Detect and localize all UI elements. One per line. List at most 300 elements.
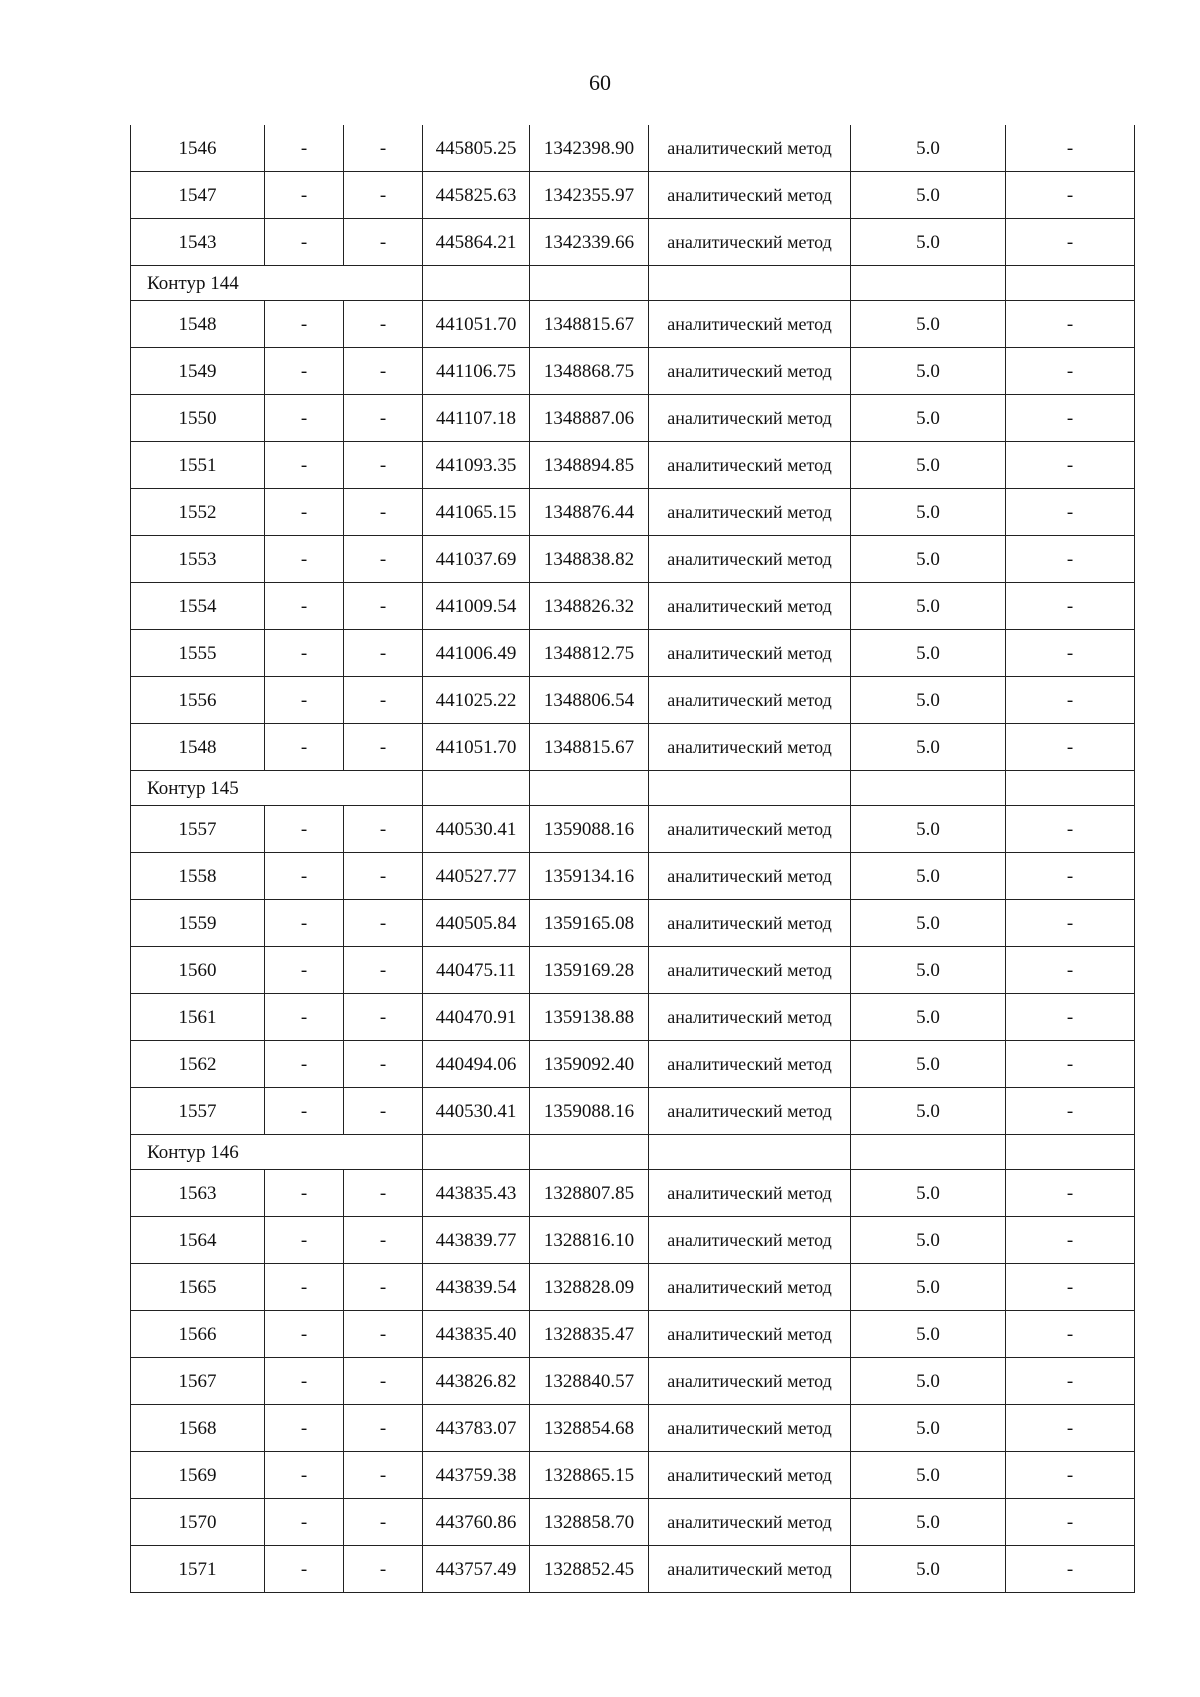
dash-cell: - xyxy=(344,1546,423,1593)
accuracy-cell: 5.0 xyxy=(851,125,1006,172)
dash-cell: - xyxy=(1006,1499,1135,1546)
method-text: аналитический метод xyxy=(667,1558,832,1579)
method-cell xyxy=(649,172,851,219)
point-number-cell: 1557 xyxy=(131,1088,265,1135)
accuracy-cell: 5.0 xyxy=(851,724,1006,771)
empty-cell xyxy=(649,1135,851,1170)
table-row xyxy=(131,630,1135,677)
point-number-cell: 1557 xyxy=(131,806,265,853)
empty-cell xyxy=(851,771,1006,806)
x-coordinate-cell: 445805.25 xyxy=(423,125,530,172)
table-row xyxy=(131,172,1135,219)
method-text: аналитический метод xyxy=(667,912,832,933)
accuracy-cell: 5.0 xyxy=(851,1499,1006,1546)
contour-header-row xyxy=(131,266,1135,301)
dash-cell: - xyxy=(265,1088,344,1135)
point-number-cell: 1550 xyxy=(131,395,265,442)
accuracy-cell: 5.0 xyxy=(851,900,1006,947)
point-number-cell: 1552 xyxy=(131,489,265,536)
dash-cell: - xyxy=(1006,853,1135,900)
table-row xyxy=(131,900,1135,947)
point-number-cell: 1547 xyxy=(131,172,265,219)
dash-cell: - xyxy=(344,853,423,900)
method-cell xyxy=(649,219,851,266)
method-cell xyxy=(649,994,851,1041)
method-text: аналитический метод xyxy=(667,1100,832,1121)
dash-cell: - xyxy=(265,1217,344,1264)
dash-cell: - xyxy=(265,395,344,442)
method-text: аналитический метод xyxy=(667,184,832,205)
y-coordinate-cell: 1359088.16 xyxy=(530,806,649,853)
table-row xyxy=(131,1041,1135,1088)
method-text: аналитический метод xyxy=(667,736,832,757)
method-cell xyxy=(649,1405,851,1452)
accuracy-cell: 5.0 xyxy=(851,994,1006,1041)
dash-cell: - xyxy=(1006,1452,1135,1499)
table-row xyxy=(131,1088,1135,1135)
point-number-cell: 1571 xyxy=(131,1546,265,1593)
y-coordinate-cell: 1348887.06 xyxy=(530,395,649,442)
accuracy-cell: 5.0 xyxy=(851,1088,1006,1135)
table-row xyxy=(131,348,1135,395)
dash-cell: - xyxy=(265,489,344,536)
accuracy-cell: 5.0 xyxy=(851,489,1006,536)
dash-cell: - xyxy=(1006,219,1135,266)
table-row xyxy=(131,947,1135,994)
dash-cell: - xyxy=(344,1088,423,1135)
x-coordinate-cell: 441009.54 xyxy=(423,583,530,630)
y-coordinate-cell: 1359169.28 xyxy=(530,947,649,994)
y-coordinate-cell: 1342339.66 xyxy=(530,219,649,266)
dash-cell: - xyxy=(265,1358,344,1405)
table-row xyxy=(131,1546,1135,1593)
table-row xyxy=(131,219,1135,266)
dash-cell: - xyxy=(1006,947,1135,994)
dash-cell: - xyxy=(1006,301,1135,348)
x-coordinate-cell: 441051.70 xyxy=(423,724,530,771)
accuracy-cell: 5.0 xyxy=(851,348,1006,395)
dash-cell: - xyxy=(265,442,344,489)
y-coordinate-cell: 1348876.44 xyxy=(530,489,649,536)
dash-cell: - xyxy=(1006,724,1135,771)
table-row xyxy=(131,125,1135,172)
x-coordinate-cell: 440527.77 xyxy=(423,853,530,900)
dash-cell: - xyxy=(344,806,423,853)
y-coordinate-cell: 1328828.09 xyxy=(530,1264,649,1311)
dash-cell: - xyxy=(1006,172,1135,219)
method-text: аналитический метод xyxy=(667,959,832,980)
dash-cell: - xyxy=(1006,1264,1135,1311)
accuracy-cell: 5.0 xyxy=(851,442,1006,489)
method-text: аналитический метод xyxy=(667,818,832,839)
point-number-cell: 1566 xyxy=(131,1311,265,1358)
point-number-cell: 1556 xyxy=(131,677,265,724)
point-number-cell: 1570 xyxy=(131,1499,265,1546)
x-coordinate-cell: 443835.40 xyxy=(423,1311,530,1358)
dash-cell: - xyxy=(344,536,423,583)
method-text: аналитический метод xyxy=(667,360,832,381)
method-cell xyxy=(649,301,851,348)
dash-cell: - xyxy=(265,724,344,771)
method-cell xyxy=(649,395,851,442)
empty-cell xyxy=(1006,771,1135,806)
empty-cell xyxy=(530,1135,649,1170)
dash-cell: - xyxy=(265,1405,344,1452)
y-coordinate-cell: 1328840.57 xyxy=(530,1358,649,1405)
contour-header-row xyxy=(131,771,1135,806)
dash-cell: - xyxy=(265,900,344,947)
dash-cell: - xyxy=(344,994,423,1041)
method-cell xyxy=(649,348,851,395)
y-coordinate-cell: 1328854.68 xyxy=(530,1405,649,1452)
dash-cell: - xyxy=(1006,1217,1135,1264)
point-number-cell: 1565 xyxy=(131,1264,265,1311)
y-coordinate-cell: 1359088.16 xyxy=(530,1088,649,1135)
x-coordinate-cell: 441006.49 xyxy=(423,630,530,677)
y-coordinate-cell: 1359165.08 xyxy=(530,900,649,947)
y-coordinate-cell: 1348806.54 xyxy=(530,677,649,724)
accuracy-cell: 5.0 xyxy=(851,583,1006,630)
dash-cell: - xyxy=(344,1499,423,1546)
method-cell xyxy=(649,536,851,583)
dash-cell: - xyxy=(1006,348,1135,395)
dash-cell: - xyxy=(265,219,344,266)
method-cell xyxy=(649,1499,851,1546)
accuracy-cell: 5.0 xyxy=(851,853,1006,900)
point-number-cell: 1559 xyxy=(131,900,265,947)
table-row xyxy=(131,442,1135,489)
table-row xyxy=(131,1311,1135,1358)
dash-cell: - xyxy=(265,1311,344,1358)
dash-cell: - xyxy=(344,348,423,395)
table-row xyxy=(131,853,1135,900)
point-number-cell: 1549 xyxy=(131,348,265,395)
y-coordinate-cell: 1328835.47 xyxy=(530,1311,649,1358)
accuracy-cell: 5.0 xyxy=(851,630,1006,677)
accuracy-cell: 5.0 xyxy=(851,1358,1006,1405)
accuracy-cell: 5.0 xyxy=(851,219,1006,266)
x-coordinate-cell: 443835.43 xyxy=(423,1170,530,1217)
table-row xyxy=(131,583,1135,630)
dash-cell: - xyxy=(344,583,423,630)
contour-label: Контур 146 xyxy=(131,1135,423,1170)
x-coordinate-cell: 441051.70 xyxy=(423,301,530,348)
x-coordinate-cell: 443783.07 xyxy=(423,1405,530,1452)
accuracy-cell: 5.0 xyxy=(851,536,1006,583)
method-cell xyxy=(649,677,851,724)
method-cell xyxy=(649,125,851,172)
y-coordinate-cell: 1328858.70 xyxy=(530,1499,649,1546)
y-coordinate-cell: 1328852.45 xyxy=(530,1546,649,1593)
method-cell xyxy=(649,583,851,630)
table-row xyxy=(131,1217,1135,1264)
x-coordinate-cell: 440470.91 xyxy=(423,994,530,1041)
point-number-cell: 1554 xyxy=(131,583,265,630)
method-text: аналитический метод xyxy=(667,1323,832,1344)
point-number-cell: 1551 xyxy=(131,442,265,489)
dash-cell: - xyxy=(344,1041,423,1088)
empty-cell xyxy=(851,266,1006,301)
point-number-cell: 1553 xyxy=(131,536,265,583)
empty-cell xyxy=(1006,266,1135,301)
dash-cell: - xyxy=(344,219,423,266)
method-text: аналитический метод xyxy=(667,642,832,663)
dash-cell: - xyxy=(344,1452,423,1499)
dash-cell: - xyxy=(1006,994,1135,1041)
y-coordinate-cell: 1342355.97 xyxy=(530,172,649,219)
table-row xyxy=(131,1405,1135,1452)
dash-cell: - xyxy=(265,125,344,172)
accuracy-cell: 5.0 xyxy=(851,677,1006,724)
y-coordinate-cell: 1328865.15 xyxy=(530,1452,649,1499)
method-text: аналитический метод xyxy=(667,454,832,475)
x-coordinate-cell: 441106.75 xyxy=(423,348,530,395)
method-text: аналитический метод xyxy=(667,501,832,522)
x-coordinate-cell: 440494.06 xyxy=(423,1041,530,1088)
dash-cell: - xyxy=(1006,489,1135,536)
method-text: аналитический метод xyxy=(667,137,832,158)
accuracy-cell: 5.0 xyxy=(851,1405,1006,1452)
dash-cell: - xyxy=(344,1170,423,1217)
y-coordinate-cell: 1359138.88 xyxy=(530,994,649,1041)
empty-cell xyxy=(649,771,851,806)
x-coordinate-cell: 440530.41 xyxy=(423,806,530,853)
empty-cell xyxy=(649,266,851,301)
empty-cell xyxy=(423,1135,530,1170)
coordinates-table-body xyxy=(131,125,1135,1593)
accuracy-cell: 5.0 xyxy=(851,172,1006,219)
dash-cell: - xyxy=(344,947,423,994)
contour-header-row xyxy=(131,1135,1135,1170)
y-coordinate-cell: 1348894.85 xyxy=(530,442,649,489)
point-number-cell: 1568 xyxy=(131,1405,265,1452)
accuracy-cell: 5.0 xyxy=(851,395,1006,442)
method-text: аналитический метод xyxy=(667,1511,832,1532)
x-coordinate-cell: 441037.69 xyxy=(423,536,530,583)
table-row xyxy=(131,395,1135,442)
dash-cell: - xyxy=(1006,806,1135,853)
dash-cell: - xyxy=(1006,536,1135,583)
x-coordinate-cell: 443757.49 xyxy=(423,1546,530,1593)
point-number-cell: 1548 xyxy=(131,301,265,348)
accuracy-cell: 5.0 xyxy=(851,1217,1006,1264)
method-text: аналитический метод xyxy=(667,1229,832,1250)
dash-cell: - xyxy=(1006,630,1135,677)
y-coordinate-cell: 1348826.32 xyxy=(530,583,649,630)
dash-cell: - xyxy=(344,900,423,947)
page-number: 60 xyxy=(589,70,611,95)
accuracy-cell: 5.0 xyxy=(851,947,1006,994)
point-number-cell: 1548 xyxy=(131,724,265,771)
dash-cell: - xyxy=(1006,1041,1135,1088)
point-number-cell: 1562 xyxy=(131,1041,265,1088)
y-coordinate-cell: 1348812.75 xyxy=(530,630,649,677)
x-coordinate-cell: 441093.35 xyxy=(423,442,530,489)
method-cell xyxy=(649,853,851,900)
x-coordinate-cell: 441065.15 xyxy=(423,489,530,536)
dash-cell: - xyxy=(344,1217,423,1264)
dash-cell: - xyxy=(265,348,344,395)
method-text: аналитический метод xyxy=(667,1464,832,1485)
dash-cell: - xyxy=(344,395,423,442)
method-cell xyxy=(649,806,851,853)
dash-cell: - xyxy=(1006,1358,1135,1405)
dash-cell: - xyxy=(1006,1170,1135,1217)
method-cell xyxy=(649,489,851,536)
empty-cell xyxy=(423,771,530,806)
table-row xyxy=(131,536,1135,583)
method-cell xyxy=(649,630,851,677)
point-number-cell: 1569 xyxy=(131,1452,265,1499)
y-coordinate-cell: 1342398.90 xyxy=(530,125,649,172)
x-coordinate-cell: 441107.18 xyxy=(423,395,530,442)
method-text: аналитический метод xyxy=(667,548,832,569)
dash-cell: - xyxy=(265,1264,344,1311)
dash-cell: - xyxy=(1006,1088,1135,1135)
dash-cell: - xyxy=(344,489,423,536)
dash-cell: - xyxy=(344,172,423,219)
dash-cell: - xyxy=(265,1452,344,1499)
method-text: аналитический метод xyxy=(667,595,832,616)
accuracy-cell: 5.0 xyxy=(851,1170,1006,1217)
coordinates-table xyxy=(130,125,1135,1593)
x-coordinate-cell: 445825.63 xyxy=(423,172,530,219)
accuracy-cell: 5.0 xyxy=(851,301,1006,348)
point-number-cell: 1558 xyxy=(131,853,265,900)
method-cell xyxy=(649,900,851,947)
y-coordinate-cell: 1359134.16 xyxy=(530,853,649,900)
dash-cell: - xyxy=(265,536,344,583)
dash-cell: - xyxy=(1006,125,1135,172)
method-cell xyxy=(649,1546,851,1593)
accuracy-cell: 5.0 xyxy=(851,1264,1006,1311)
method-text: аналитический метод xyxy=(667,231,832,252)
point-number-cell: 1560 xyxy=(131,947,265,994)
contour-label: Контур 145 xyxy=(131,771,423,806)
point-number-cell: 1561 xyxy=(131,994,265,1041)
dash-cell: - xyxy=(265,853,344,900)
method-cell xyxy=(649,1217,851,1264)
accuracy-cell: 5.0 xyxy=(851,1452,1006,1499)
table-row xyxy=(131,1170,1135,1217)
x-coordinate-cell: 443759.38 xyxy=(423,1452,530,1499)
table-row xyxy=(131,489,1135,536)
table-row xyxy=(131,806,1135,853)
method-cell xyxy=(649,1170,851,1217)
dash-cell: - xyxy=(1006,442,1135,489)
y-coordinate-cell: 1328807.85 xyxy=(530,1170,649,1217)
method-text: аналитический метод xyxy=(667,689,832,710)
point-number-cell: 1546 xyxy=(131,125,265,172)
dash-cell: - xyxy=(265,1170,344,1217)
dash-cell: - xyxy=(1006,677,1135,724)
method-text: аналитический метод xyxy=(667,1417,832,1438)
point-number-cell: 1564 xyxy=(131,1217,265,1264)
table-row xyxy=(131,994,1135,1041)
empty-cell xyxy=(530,771,649,806)
dash-cell: - xyxy=(1006,900,1135,947)
method-text: аналитический метод xyxy=(667,1053,832,1074)
dash-cell: - xyxy=(265,630,344,677)
contour-label: Контур 144 xyxy=(131,266,423,301)
dash-cell: - xyxy=(1006,395,1135,442)
dash-cell: - xyxy=(344,724,423,771)
empty-cell xyxy=(530,266,649,301)
empty-cell xyxy=(851,1135,1006,1170)
accuracy-cell: 5.0 xyxy=(851,1311,1006,1358)
method-text: аналитический метод xyxy=(667,1006,832,1027)
method-text: аналитический метод xyxy=(667,1370,832,1391)
table-row xyxy=(131,1499,1135,1546)
dash-cell: - xyxy=(265,172,344,219)
dash-cell: - xyxy=(265,994,344,1041)
dash-cell: - xyxy=(344,442,423,489)
y-coordinate-cell: 1348815.67 xyxy=(530,301,649,348)
method-cell xyxy=(649,1041,851,1088)
x-coordinate-cell: 440505.84 xyxy=(423,900,530,947)
dash-cell: - xyxy=(265,947,344,994)
method-cell xyxy=(649,1311,851,1358)
dash-cell: - xyxy=(265,1546,344,1593)
table-row xyxy=(131,1358,1135,1405)
method-text: аналитический метод xyxy=(667,407,832,428)
method-cell xyxy=(649,1264,851,1311)
empty-cell xyxy=(1006,1135,1135,1170)
method-cell xyxy=(649,724,851,771)
table-row xyxy=(131,724,1135,771)
y-coordinate-cell: 1348868.75 xyxy=(530,348,649,395)
dash-cell: - xyxy=(344,301,423,348)
dash-cell: - xyxy=(265,1041,344,1088)
method-text: аналитический метод xyxy=(667,313,832,334)
x-coordinate-cell: 443826.82 xyxy=(423,1358,530,1405)
x-coordinate-cell: 443839.77 xyxy=(423,1217,530,1264)
dash-cell: - xyxy=(344,125,423,172)
point-number-cell: 1563 xyxy=(131,1170,265,1217)
dash-cell: - xyxy=(344,1264,423,1311)
point-number-cell: 1543 xyxy=(131,219,265,266)
table-row xyxy=(131,677,1135,724)
dash-cell: - xyxy=(1006,1405,1135,1452)
method-text: аналитический метод xyxy=(667,1276,832,1297)
dash-cell: - xyxy=(1006,1546,1135,1593)
dash-cell: - xyxy=(265,583,344,630)
x-coordinate-cell: 443839.54 xyxy=(423,1264,530,1311)
x-coordinate-cell: 440530.41 xyxy=(423,1088,530,1135)
dash-cell: - xyxy=(344,1311,423,1358)
table-row xyxy=(131,301,1135,348)
x-coordinate-cell: 445864.21 xyxy=(423,219,530,266)
x-coordinate-cell: 441025.22 xyxy=(423,677,530,724)
y-coordinate-cell: 1348838.82 xyxy=(530,536,649,583)
point-number-cell: 1555 xyxy=(131,630,265,677)
dash-cell: - xyxy=(344,1358,423,1405)
dash-cell: - xyxy=(344,630,423,677)
dash-cell: - xyxy=(265,301,344,348)
point-number-cell: 1567 xyxy=(131,1358,265,1405)
y-coordinate-cell: 1348815.67 xyxy=(530,724,649,771)
empty-cell xyxy=(423,266,530,301)
method-text: аналитический метод xyxy=(667,865,832,886)
dash-cell: - xyxy=(265,1499,344,1546)
accuracy-cell: 5.0 xyxy=(851,1546,1006,1593)
dash-cell: - xyxy=(344,1405,423,1452)
table-row xyxy=(131,1452,1135,1499)
method-cell xyxy=(649,1088,851,1135)
accuracy-cell: 5.0 xyxy=(851,806,1006,853)
y-coordinate-cell: 1328816.10 xyxy=(530,1217,649,1264)
method-cell xyxy=(649,1452,851,1499)
